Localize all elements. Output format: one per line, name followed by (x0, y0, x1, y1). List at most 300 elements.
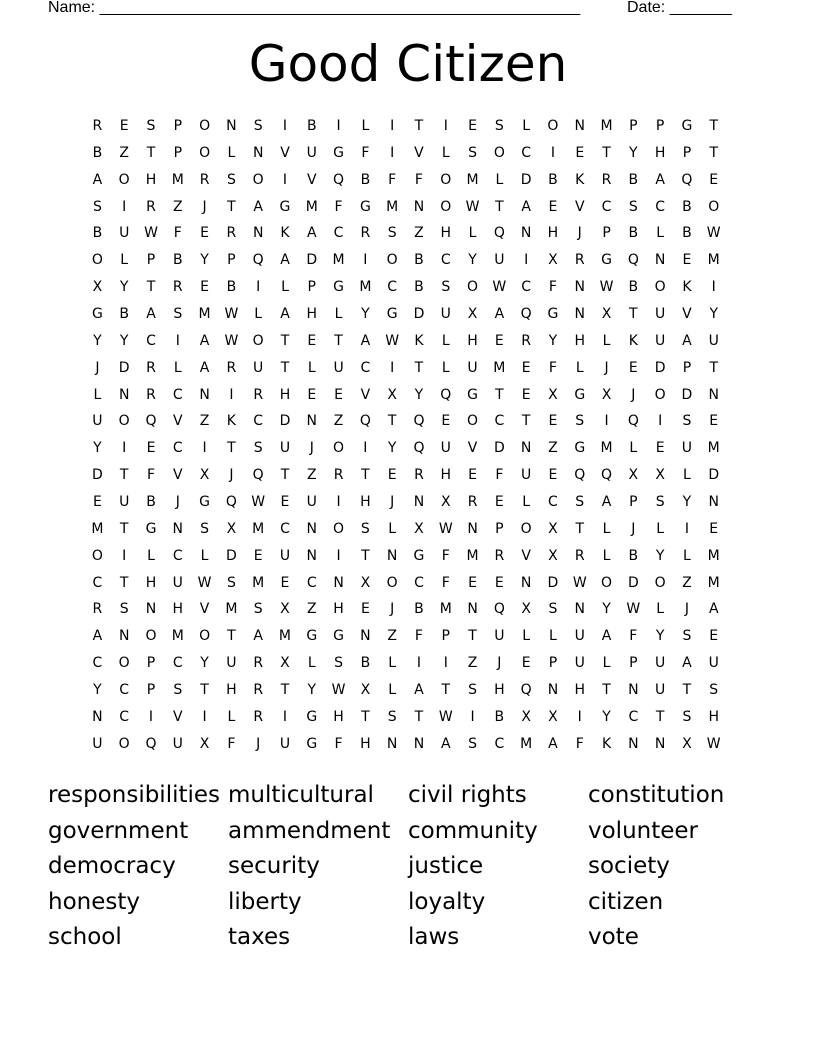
grid-letter: G (574, 386, 586, 403)
grid-letter: C (521, 144, 532, 161)
grid-letter: D (654, 359, 666, 376)
grid-letter: T (495, 386, 504, 403)
grid-letter: U (279, 735, 291, 752)
grid-letter: O (654, 386, 666, 403)
grid-letter: K (601, 735, 612, 752)
grid-letter: M (332, 252, 345, 269)
grid-letter: S (253, 601, 263, 618)
grid-letter: I (658, 413, 663, 430)
grid-letter: L (522, 628, 531, 645)
grid-letter: L (683, 547, 691, 564)
grid-letter: K (226, 413, 236, 430)
grid-letter: G (333, 279, 344, 296)
grid-letter: R (253, 655, 264, 672)
grid-letter: T (414, 359, 424, 376)
grid-letter: M (520, 735, 533, 752)
grid-letter: X (467, 306, 478, 323)
grid-letter: S (226, 574, 236, 591)
grid-letter: F (441, 547, 450, 564)
grid-letter: U (172, 735, 183, 752)
grid-letter: A (280, 252, 290, 269)
grid-letter: Q (493, 601, 505, 618)
grid-letter: O (118, 655, 130, 672)
grid-letter: P (173, 118, 183, 134)
grid-letter: E (468, 118, 477, 134)
grid-letter: X (226, 520, 237, 537)
grid-letter: S (92, 198, 102, 215)
grid-letter: O (91, 252, 103, 269)
grid-letter: U (440, 440, 451, 457)
grid-letter: F (361, 144, 370, 161)
grid-letter: M (252, 520, 265, 537)
grid-letter: Y (629, 144, 638, 161)
grid-letter: R (92, 118, 103, 134)
grid-letter: O (440, 171, 452, 188)
grid-letter: N (199, 386, 210, 403)
grid-letter: Q (601, 467, 613, 484)
grid-row (84, 220, 727, 247)
grid-letter: U (333, 359, 344, 376)
grid-letter: F (173, 225, 182, 242)
grid-letter: W (626, 601, 641, 618)
grid-letter: Q (359, 413, 371, 430)
grid-letter: I (390, 144, 395, 161)
grid-letter: S (682, 413, 692, 430)
grid-letter: W (144, 225, 158, 242)
grid-letter: E (387, 467, 397, 484)
grid-letter: X (548, 708, 558, 725)
grid-letter: X (199, 467, 210, 484)
grid-letter: M (305, 198, 318, 215)
grid-letter: Y (682, 494, 692, 511)
grid-letter: N (252, 144, 264, 161)
grid-letter: G (279, 198, 291, 215)
grid-letter: N (413, 735, 425, 752)
grid-letter: K (575, 171, 585, 188)
grid-letter: Q (681, 171, 693, 188)
grid-letter: K (682, 279, 692, 296)
grid-letter: L (307, 655, 316, 672)
grid-letter: O (333, 520, 345, 537)
grid-letter: S (682, 708, 692, 725)
grid-letter: B (119, 306, 129, 323)
grid-letter: I (122, 547, 127, 564)
grid-letter: L (522, 494, 531, 511)
grid-letter: E (494, 494, 504, 511)
grid-letter: O (199, 628, 211, 645)
grid-letter: S (226, 171, 236, 188)
grid-letter: I (282, 118, 288, 134)
grid-letter: P (146, 252, 156, 269)
grid-letter: S (387, 225, 397, 242)
grid-letter: E (92, 494, 102, 511)
grid-letter: N (413, 198, 425, 215)
grid-letter: N (92, 708, 103, 725)
grid-letter: S (468, 682, 477, 699)
grid-letter: Q (574, 467, 586, 484)
grid-letter: A (280, 306, 290, 323)
grid-letter: T (414, 118, 424, 134)
grid-letter: R (414, 467, 424, 484)
grid-letter: H (440, 467, 452, 484)
grid-letter: S (119, 601, 129, 618)
grid-letter: H (226, 682, 237, 699)
grid-letter: V (414, 144, 424, 161)
grid-letter: U (306, 494, 317, 511)
grid-letter: D (493, 440, 505, 457)
grid-letter: T (468, 628, 477, 645)
grid-letter: L (575, 359, 584, 376)
grid-letter: H (574, 682, 585, 699)
grid-letter: I (443, 118, 448, 134)
grid-letter: N (467, 520, 478, 537)
grid-row (84, 382, 727, 409)
grid-letter: C (306, 574, 317, 591)
word-bank-item: vote (588, 924, 639, 950)
grid-letter: O (199, 144, 211, 161)
grid-letter: U (655, 306, 666, 323)
grid-letter: V (173, 413, 183, 430)
grid-letter: C (628, 708, 639, 725)
grid-letter: J (256, 735, 261, 752)
grid-row (84, 516, 727, 543)
grid-letter: N (574, 306, 585, 323)
grid-letter: M (600, 118, 613, 134)
grid-letter: S (253, 118, 263, 134)
grid-letter: C (360, 359, 371, 376)
grid-letter: C (548, 494, 558, 511)
word-bank-item: honesty (48, 888, 140, 915)
grid-letter: Z (467, 655, 478, 672)
grid-letter: N (520, 574, 532, 591)
word-bank-item: society (588, 853, 670, 879)
grid-letter: T (387, 413, 397, 430)
grid-letter: Y (602, 601, 611, 618)
grid-letter: Y (468, 252, 477, 269)
grid-letter: G (306, 735, 318, 752)
grid-letter: Z (548, 440, 558, 457)
grid-letter: L (307, 359, 316, 376)
grid-letter: L (441, 332, 450, 349)
grid-letter: E (307, 386, 317, 403)
grid-letter: C (333, 225, 344, 242)
grid-letter: Z (387, 628, 397, 645)
grid-letter: O (493, 144, 505, 161)
grid-letter: C (387, 279, 398, 296)
grid-letter: U (279, 547, 291, 564)
grid-row (84, 140, 727, 167)
grid-letter: O (118, 413, 130, 430)
grid-letter: D (118, 359, 130, 376)
grid-letter: I (443, 655, 448, 672)
grid-letter: X (628, 467, 639, 484)
grid-letter: F (227, 735, 236, 752)
grid-letter: M (386, 198, 399, 215)
grid-letter: P (173, 144, 183, 161)
grid-letter: W (599, 279, 614, 296)
grid-letter: T (146, 279, 156, 296)
grid-letter: E (709, 413, 719, 430)
grid-letter: T (280, 359, 290, 376)
grid-letter: I (256, 279, 261, 296)
grid-letter: R (146, 198, 156, 215)
grid-letter: B (360, 171, 371, 188)
grid-row (84, 301, 727, 328)
grid-letter: H (360, 735, 371, 752)
grid-letter: F (334, 198, 343, 215)
letter-grid (84, 113, 727, 758)
grid-letter: Q (145, 735, 157, 752)
grid-letter: G (145, 520, 157, 537)
grid-letter: W (438, 520, 453, 537)
grid-letter: X (414, 520, 424, 537)
grid-row (84, 194, 727, 221)
grid-letter: F (414, 628, 423, 645)
grid-letter: P (146, 682, 156, 699)
grid-letter: E (494, 332, 504, 349)
grid-letter: U (708, 655, 719, 672)
grid-letter: I (202, 708, 207, 725)
grid-letter: U (92, 735, 103, 752)
word-bank-item: taxes (228, 924, 291, 950)
grid-letter: V (574, 198, 585, 215)
grid-letter: G (547, 306, 559, 323)
grid-letter: W (465, 198, 480, 215)
grid-letter: Q (440, 386, 452, 403)
grid-letter: N (252, 225, 264, 242)
grid-letter: M (171, 171, 184, 188)
grid-letter: R (521, 332, 532, 349)
grid-letter: G (199, 494, 211, 511)
grid-letter: J (631, 520, 636, 537)
grid-letter: N (708, 386, 719, 403)
date-field: Date: _______ (627, 0, 732, 16)
grid-letter: I (122, 440, 127, 457)
grid-letter: N (386, 735, 398, 752)
grid-letter: P (629, 494, 638, 511)
grid-letter: B (628, 547, 639, 564)
grid-letter: O (386, 252, 398, 269)
grid-letter: A (199, 332, 210, 349)
grid-letter: B (628, 225, 639, 242)
grid-letter: R (253, 682, 264, 699)
grid-letter: V (173, 708, 183, 725)
grid-letter: D (92, 467, 103, 484)
grid-letter: P (146, 655, 156, 672)
grid-letter: X (548, 520, 558, 537)
grid-letter: J (175, 494, 180, 511)
grid-letter: T (200, 682, 209, 699)
grid-letter: W (572, 574, 587, 591)
grid-row (84, 677, 727, 704)
grid-letter: A (253, 198, 263, 215)
grid-letter: B (226, 279, 237, 296)
grid-letter: O (118, 735, 130, 752)
grid-letter: W (331, 682, 346, 699)
grid-letter: T (655, 708, 665, 725)
grid-letter: H (654, 144, 666, 161)
grid-letter: Z (682, 574, 692, 591)
grid-letter: S (548, 601, 558, 618)
grid-letter: Q (627, 413, 639, 430)
grid-row (84, 650, 727, 677)
grid-letter: C (172, 440, 183, 457)
grid-letter: A (92, 171, 103, 188)
grid-letter: I (336, 118, 341, 134)
grid-letter: O (333, 440, 345, 457)
grid-letter: R (199, 171, 210, 188)
grid-letter: A (601, 628, 612, 645)
grid-letter: M (171, 628, 184, 645)
grid-row (84, 408, 727, 435)
grid-letter: E (548, 413, 558, 430)
grid-letter: U (253, 359, 264, 376)
grid-letter: X (92, 279, 103, 296)
grid-letter: P (682, 359, 692, 376)
grid-letter: N (520, 440, 532, 457)
grid-letter: S (468, 144, 477, 161)
grid-letter: Y (307, 682, 317, 699)
grid-letter: B (146, 494, 156, 511)
grid-letter: N (574, 118, 585, 134)
grid-letter: F (414, 171, 423, 188)
grid-letter: E (468, 574, 477, 591)
grid-letter: L (522, 118, 531, 134)
grid-letter: H (467, 332, 478, 349)
grid-letter: Q (225, 494, 237, 511)
grid-letter: C (172, 547, 183, 564)
grid-letter: O (199, 118, 211, 134)
grid-letter: T (602, 144, 611, 161)
grid-letter: L (227, 708, 236, 725)
grid-letter: I (363, 440, 368, 457)
grid-letter: J (604, 359, 609, 376)
grid-letter: S (575, 413, 585, 430)
grid-row (84, 570, 727, 597)
grid-row (84, 462, 727, 489)
grid-letter: Q (520, 306, 532, 323)
grid-letter: U (440, 306, 451, 323)
grid-letter: I (470, 708, 475, 725)
grid-letter: R (146, 386, 156, 403)
grid-letter: X (280, 655, 290, 672)
grid-letter: O (654, 574, 666, 591)
grid-letter: A (199, 359, 210, 376)
grid-letter: E (521, 655, 531, 672)
grid-letter: R (172, 279, 183, 296)
grid-letter: C (92, 655, 103, 672)
grid-letter: S (628, 198, 638, 215)
grid-letter: D (520, 171, 532, 188)
word-bank-item: justice (408, 853, 484, 879)
grid-letter: I (363, 252, 368, 269)
grid-letter: G (413, 547, 425, 564)
grid-letter: O (91, 547, 103, 564)
grid-letter: Z (333, 413, 344, 430)
grid-letter: N (467, 601, 478, 618)
grid-letter: T (227, 198, 236, 215)
grid-letter: O (252, 332, 264, 349)
grid-letter: A (306, 225, 317, 242)
grid-letter: L (120, 252, 129, 269)
grid-letter: B (360, 655, 371, 672)
grid-letter: W (385, 332, 400, 349)
grid-letter: E (548, 198, 558, 215)
grid-letter: E (709, 628, 719, 645)
grid-letter: N (574, 279, 585, 296)
grid-letter: N (386, 547, 398, 564)
grid-letter: Y (119, 332, 129, 349)
grid-letter: H (708, 708, 719, 725)
grid-letter: E (360, 601, 370, 618)
grid-letter: O (386, 574, 398, 591)
grid-letter: S (655, 494, 665, 511)
grid-letter: P (682, 144, 692, 161)
grid-letter: Q (333, 171, 345, 188)
grid-letter: F (441, 574, 450, 591)
grid-letter: S (173, 306, 183, 323)
grid-letter: N (306, 520, 318, 537)
grid-letter: R (333, 467, 344, 484)
grid-letter: E (709, 171, 719, 188)
grid-letter: T (602, 682, 611, 699)
grid-letter: C (414, 574, 424, 591)
grid-letter: G (306, 708, 318, 725)
grid-letter: S (441, 279, 451, 296)
grid-letter: I (711, 279, 716, 296)
grid-letter: L (629, 440, 638, 457)
grid-letter: L (441, 144, 450, 161)
grid-letter: F (548, 359, 557, 376)
grid-letter: K (414, 332, 424, 349)
grid-letter: V (199, 601, 210, 618)
grid-letter: M (707, 547, 720, 564)
grid-letter: I (148, 708, 154, 725)
grid-letter: Q (252, 252, 264, 269)
grid-letter: P (307, 279, 316, 296)
grid-letter: X (387, 386, 397, 403)
grid-letter: M (707, 574, 720, 591)
grid-letter: I (604, 413, 609, 430)
grid-letter: O (601, 574, 613, 591)
grid-letter: E (494, 574, 504, 591)
grid-letter: A (360, 332, 371, 349)
grid-letter: M (707, 440, 720, 457)
grid-letter: F (334, 735, 343, 752)
grid-letter: G (574, 440, 586, 457)
grid-letter: X (521, 708, 531, 725)
grid-letter: G (601, 252, 612, 269)
grid-letter: R (574, 252, 585, 269)
grid-letter: J (390, 601, 395, 618)
grid-letter: W (251, 494, 266, 511)
grid-letter: H (172, 601, 184, 618)
grid-letter: N (172, 520, 184, 537)
grid-letter: X (548, 386, 558, 403)
grid-row (84, 247, 727, 274)
grid-letter: A (601, 494, 612, 511)
grid-letter: W (706, 225, 721, 242)
grid-letter: I (550, 144, 556, 161)
grid-letter: N (226, 118, 237, 134)
word-bank-item: multicultural (228, 782, 374, 808)
grid-letter: M (198, 306, 211, 323)
grid-row (84, 704, 727, 731)
grid-letter: I (282, 171, 288, 188)
grid-letter: C (280, 520, 290, 537)
grid-letter: L (602, 332, 611, 349)
grid-letter: U (467, 359, 478, 376)
